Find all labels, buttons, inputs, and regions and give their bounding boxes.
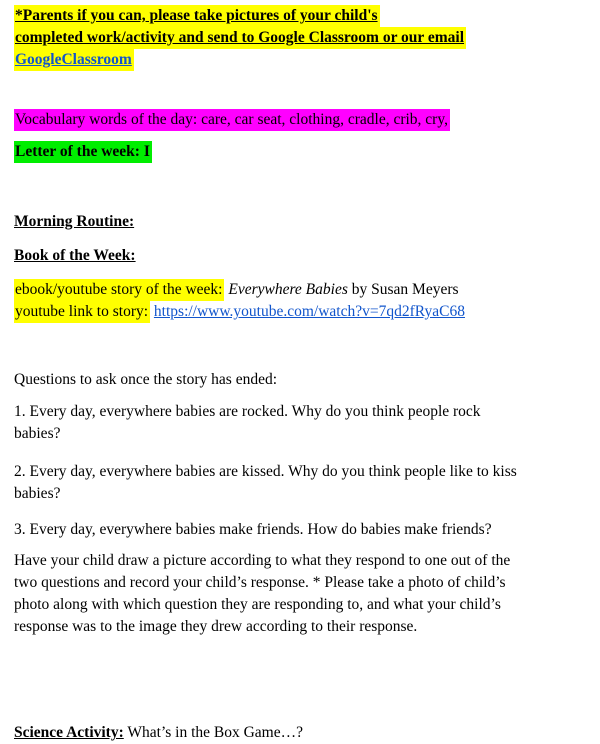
morning-routine-heading: Morning Routine: (14, 213, 135, 230)
youtube-link-label: youtube link to story: (14, 301, 150, 323)
book-author: by Susan Meyers (351, 281, 459, 298)
book-title: Everywhere Babies (228, 281, 348, 298)
letter-of-week-paragraph (14, 141, 570, 163)
parents-note-line1: *Parents if you can, please take pictures of your child's (14, 5, 380, 27)
book-of-week-heading: Book of the Week: (14, 247, 136, 264)
youtube-story-link[interactable]: https://www.youtube.com/watch?v=7qd2fRyaC68 (153, 303, 465, 320)
letter-of-week: Letter of the week: I (14, 141, 152, 163)
question-1: 1. Every day, everywhere babies are rocked. Why do you think people rock babies? (14, 403, 481, 442)
vocabulary-words: Vocabulary words of the day: care, car seat, clothing, cradle, crib, cry, (14, 109, 450, 131)
story-links-paragraph (14, 279, 570, 323)
vocabulary-paragraph (14, 109, 570, 131)
science-activity-heading: Science Activity: (14, 724, 124, 741)
science-activity-text: What’s in the Box Game…? (127, 724, 303, 741)
questions-heading: Questions to ask once the story has ended: (14, 371, 278, 388)
question-2: 2. Every day, everywhere babies are kissed. Why do you think people like to kiss babies? (14, 463, 517, 502)
science-activity-paragraph (14, 722, 570, 744)
parents-note-line2: completed work/activity and send to Google Classroom or our email (14, 27, 466, 49)
document-page (14, 5, 570, 744)
google-classroom-link[interactable]: GoogleClassroom (14, 49, 134, 71)
ebook-story-label: ebook/youtube story of the week: (14, 279, 224, 301)
drawing-instructions-paragraph: Have your child draw a picture according to what they respond to one out of the two questions and record your child’s response. * Please take a photo of child’s photo along with which question they are responding to, and what your child’s response was to the image they drew according to their response. (14, 552, 511, 635)
question-3: 3. Every day, everywhere babies make friends. How do babies make friends? (14, 521, 492, 538)
parents-note-paragraph (14, 5, 570, 71)
